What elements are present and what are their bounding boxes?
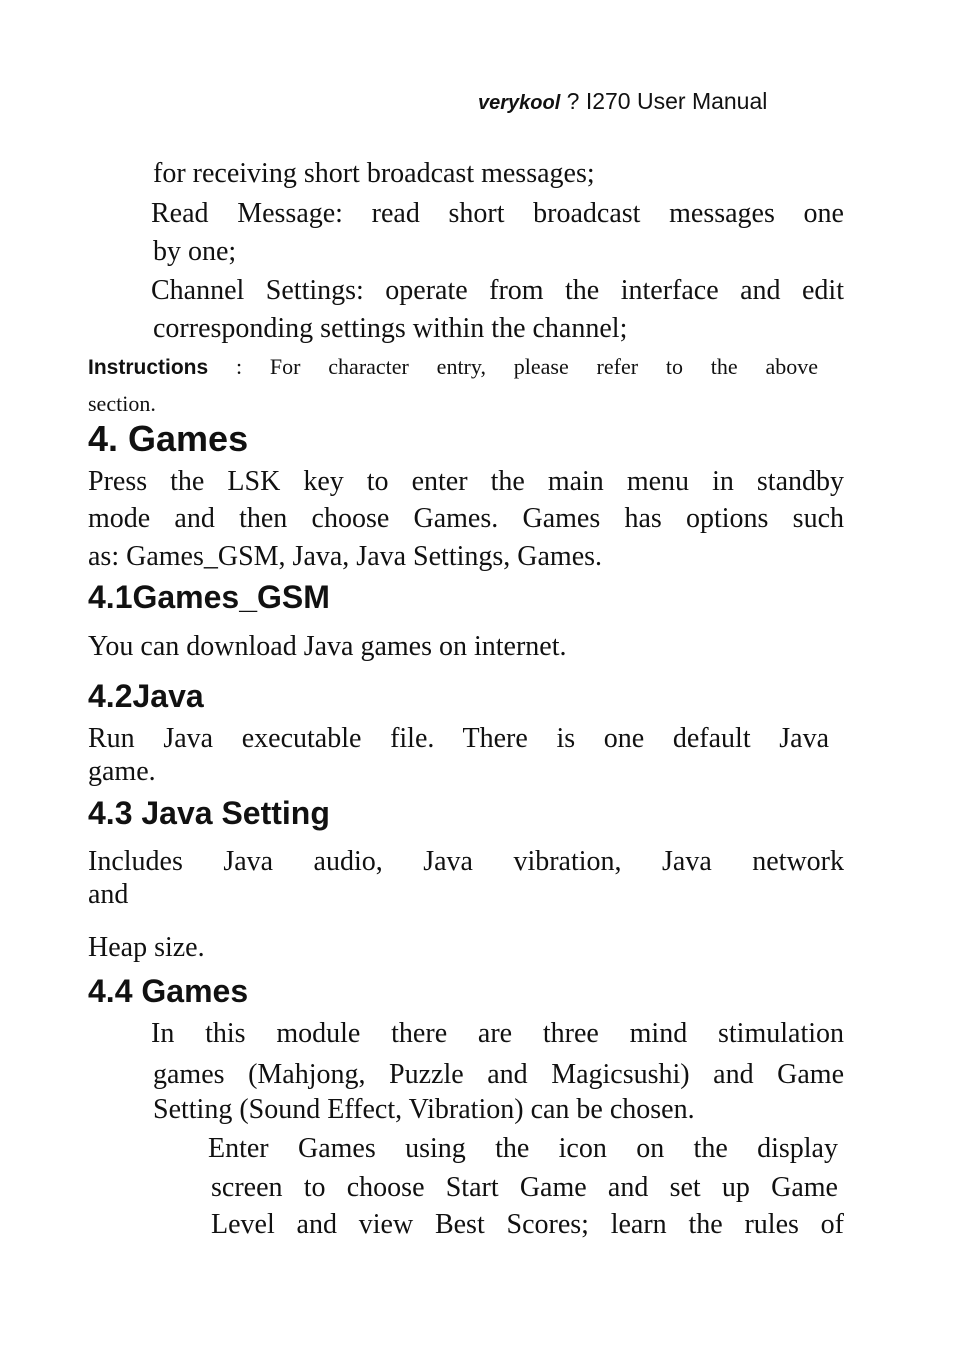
section-4-2-line-1: Run Java executable file. There is one default Java <box>88 723 829 754</box>
section-4-1-heading: 4.1Games_GSM <box>88 579 330 615</box>
section-4-4-line-4: Enter Games using the icon on the display <box>208 1133 838 1164</box>
section-4-4-line-2: games (Mahjong, Puzzle and Magicsushi) and Game <box>153 1059 844 1090</box>
section-4-4-heading: 4.4 Games <box>88 973 249 1009</box>
section-4-line-2: mode and then choose Games. Games has options such <box>88 503 844 534</box>
intro-line-3: by one; <box>153 236 237 267</box>
page-header <box>478 88 767 115</box>
header-title: ? I270 User Manual <box>560 88 768 114</box>
section-4-3-line-2: and <box>88 879 129 910</box>
intro-line-2: Read Message: read short broadcast messages one <box>151 198 844 229</box>
section-4-4-line-6: Level and view Best Scores; learn the rules of <box>211 1209 844 1240</box>
section-4-line-3: as: Games_GSM, Java, Java Settings, Games. <box>88 541 603 572</box>
section-4-2-line-2: game. <box>88 756 156 787</box>
section-4-1-line-1: You can download Java games on internet. <box>88 631 567 662</box>
section-4-4-line-5: screen to choose Start Game and set up Game <box>211 1172 838 1203</box>
instructions-text: : For character entry, please refer to the above <box>208 354 818 379</box>
brand-name: verykool <box>478 92 561 114</box>
section-4-line-1: Press the LSK key to enter the main menu in standby <box>88 466 844 497</box>
section-4-4-line-3: Setting (Sound Effect, Vibration) can be chosen. <box>153 1094 695 1125</box>
section-4-2-heading: 4.2Java <box>88 678 204 714</box>
intro-line-5: corresponding settings within the channel; <box>153 313 628 344</box>
instructions-continuation: section. <box>88 391 156 416</box>
instructions-label: Instructions <box>88 356 209 379</box>
section-4-heading: 4. Games <box>88 418 249 459</box>
section-4-4-line-1: In this module there are three mind stimulation <box>151 1018 844 1049</box>
intro-line-4: Channel Settings: operate from the interface and edit <box>151 275 844 306</box>
section-4-3-heading: 4.3 Java Setting <box>88 795 330 831</box>
section-4-3-line-1: Includes Java audio, Java vibration, Java network <box>88 846 844 877</box>
instructions-note <box>88 353 818 382</box>
intro-line-1: for receiving short broadcast messages; <box>153 158 595 189</box>
section-4-3-line-3: Heap size. <box>88 932 205 963</box>
